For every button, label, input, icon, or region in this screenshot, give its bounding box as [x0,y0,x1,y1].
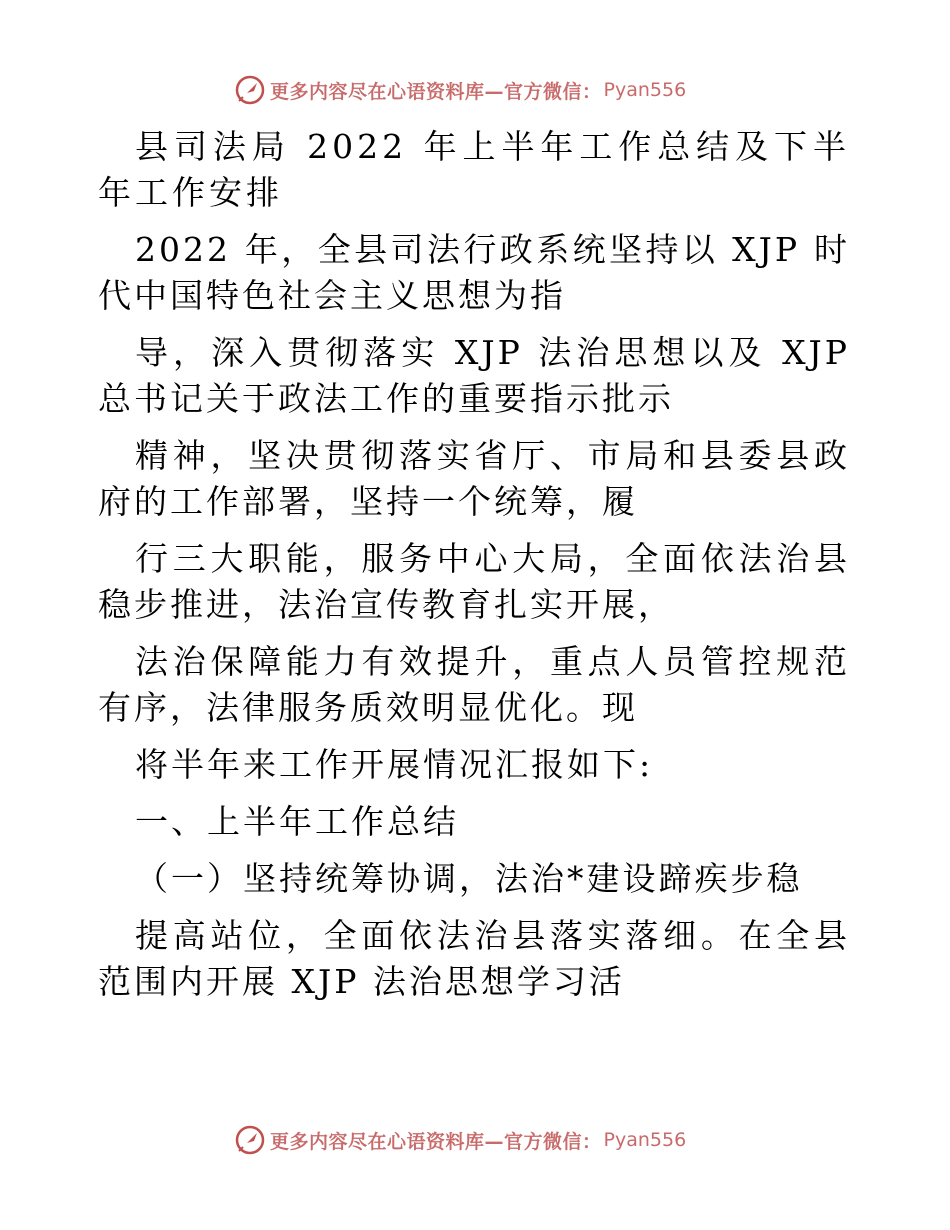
paragraph: 提高站位，全面依法治县落实落细。在全县范围内开展 XJP 法治思想学习活 [98,916,850,1001]
document-body [98,124,850,1016]
paragraph: 将半年来工作开展情况汇报如下: [135,745,654,784]
watermark-text: 更多内容尽在心语资料库—官方微信： [270,1130,602,1153]
quill-logo-icon [234,74,266,106]
paragraph: 2022 年，全县司法行政系统坚持以 XJP 时代中国特色社会主义思想为指 [98,230,850,315]
paragraph: 行三大职能，服务中心大局，全面依法治县稳步推进，法治宣传教育扎实开展， [98,539,850,624]
subsection-heading: （一）坚持统筹协调，法治*建设蹄疾步稳 [135,859,803,898]
section-heading: 一、上半年工作总结 [135,802,459,841]
watermark-contact: Pyan556 [603,1129,687,1151]
watermark-text: 更多内容尽在心语资料库—官方微信： [270,80,602,103]
watermark-header [234,72,734,108]
paragraph: 精神，坚决贯彻落实省厅、市局和县委县政府的工作部署，坚持一个统筹，履 [98,436,850,521]
watermark-footer [234,1122,734,1158]
quill-logo-icon [234,1124,266,1156]
paragraph: 法治保障能力有效提升，重点人员管控规范有序，法律服务质效明显优化。现 [98,642,850,727]
document-title: 县司法局 2022 年上半年工作总结及下半年工作安排 [98,127,850,212]
paragraph: 导，深入贯彻落实 XJP 法治思想以及 XJP 总书记关于政法工作的重要指示批示 [98,333,850,418]
watermark-contact: Pyan556 [603,79,687,101]
